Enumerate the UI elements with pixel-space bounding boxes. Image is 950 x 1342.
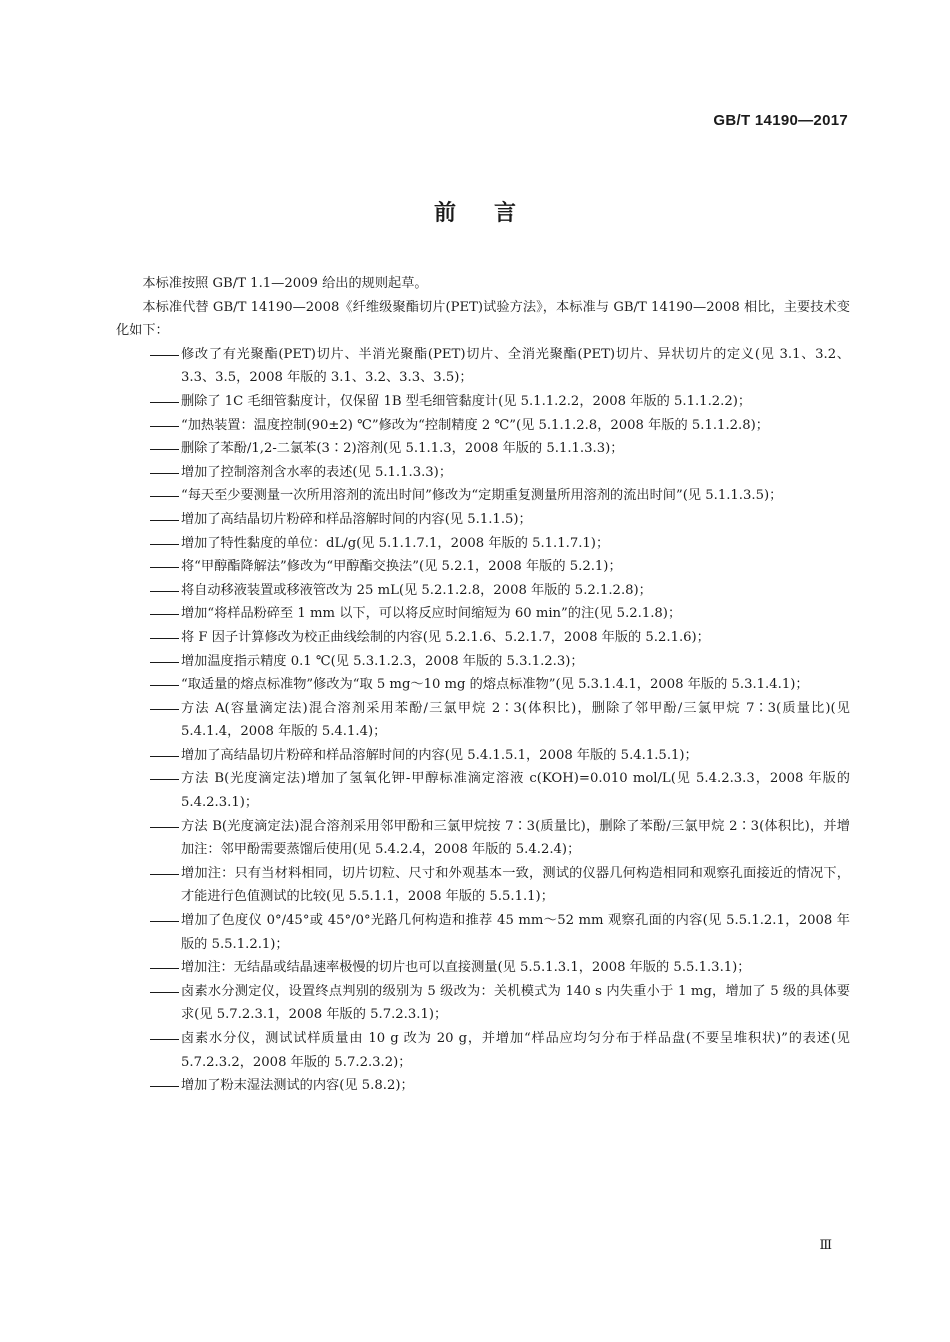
change-text: 将自动移液装置或移液管改为 25 mL(见 5.2.1.2.8，2008 年版的 5.2.1.2.8)； [181,582,652,598]
change-text: 卤素水分仪，测试试样质量由 10 g 改为 20 g，并增加“样品应均匀分布于样品盘(不要呈堆积状)”的表述(见 5.7.2.3.2，2008 年版的 5.7.2.3.2)； [181,1031,850,1070]
change-text: 增加注：无结晶或结晶速率极慢的切片也可以直接测量(见 5.5.1.3.1，2008 年版的 5.5.1.3.1)； [181,960,751,976]
replacement-paragraph: 本标准代替 GB/T 14190—2008《纤维级聚酯切片(PET)试验方法》，本标准与 GB/T 14190—2008 相比，主要技术变化如下： [116,299,850,339]
dash-marker [148,815,181,839]
dash-marker [148,602,181,626]
change-text: 将 F 因子计算修改为校正曲线绘制的内容(见 5.2.1.6、5.2.1.7，2008 年版的 5.2.1.6)； [181,629,710,645]
change-item [116,1074,850,1098]
change-item [116,484,850,508]
change-item [116,1027,850,1074]
change-item [116,414,850,438]
change-text: 修改了有光聚酯(PET)切片、半消光聚酯(PET)切片、全消光聚酯(PET)切片、异状切片的定义(见 3.1、3.2、3.3、3.5，2008 年版的 3.1、3.2、3.3、3.5)； [181,346,850,386]
change-item [116,343,850,390]
change-text: 增加温度指示精度 0.1 ℃(见 5.3.1.2.3，2008 年版的 5.3.1.2.3)； [181,653,584,669]
change-text: 方法 B(光度滴定法)增加了氢氧化钾-甲醇标准滴定溶液 c(KOH)=0.010 mol/L(见 5.4.2.3.3，2008 年版的 5.4.2.3.1)； [181,771,850,811]
change-text: “取适量的熔点标准物”修改为“取 5 mg～10 mg 的熔点标准物”(见 5.3.1.4.1，2008 年版的 5.3.1.4.1)； [181,677,809,693]
change-text: “每天至少要测量一次所用溶剂的流出时间”修改为“定期重复测量所用溶剂的流出时间”(见 5.1.1.3.5)； [181,488,783,504]
dash-marker [148,956,181,980]
dash-marker [148,697,181,721]
change-text: 增加注：只有当材料相同，切片切粒、尺寸和外观基本一致，测试的仪器几何构造相同和观察孔面接近的情况下，才能进行色值测试的比较(见 5.5.1.1，2008 年版的 5.5.1.1)； [181,865,850,905]
dash-marker [148,532,181,556]
change-text: 方法 A(容量滴定法)混合溶剂采用苯酚/三氯甲烷 2∶3(体积比)，删除了邻甲酚/三氯甲烷 7∶3(质量比)(见 5.4.1.4，2008 年版的 5.4.1.4)； [181,700,850,740]
change-item [116,862,850,909]
change-item [116,815,850,862]
dash-marker [148,744,181,768]
change-item [116,650,850,674]
change-text: 将“甲醇酯降解法”修改为“甲醇酯交换法”(见 5.2.1，2008 年版的 5.2.1)； [181,559,622,575]
change-text: 删除了苯酚/1,2-二氯苯(3∶2)溶剂(见 5.1.1.3，2008 年版的 5.1.1.3.3)； [181,441,624,457]
page-number: Ⅲ [819,1238,832,1253]
change-item [116,697,850,744]
dash-marker [148,980,181,1004]
change-item [116,508,850,532]
change-item [116,461,850,485]
dash-marker [148,579,181,603]
dash-marker [148,650,181,674]
change-item [116,767,850,814]
change-text: 增加了粉末湿法测试的内容(见 5.8.2)； [181,1078,414,1094]
change-item [116,673,850,697]
dash-marker [148,437,181,461]
change-text: “加热装置：温度控制(90±2) ℃”修改为“控制精度 2 ℃”(见 5.1.1.2.8，2008 年版的 5.1.1.2.8)； [181,417,769,433]
change-item [116,909,850,956]
dash-marker [148,673,181,697]
change-text: 增加了色度仪 0°/45°或 45°/0°光路几何构造和推荐 45 mm～52 mm 观察孔面的内容(见 5.5.1.2.1，2008 年版的 5.5.1.2.1)； [181,913,850,952]
dash-marker [148,1074,181,1098]
dash-marker [148,508,181,532]
dash-marker [148,390,181,414]
change-item [116,437,850,461]
change-item [116,390,850,414]
document-id: GB/T 14190—2017 [713,112,848,129]
dash-marker [148,767,181,791]
change-item [116,579,850,603]
page-title: 前言 [433,201,554,226]
change-text: 卤素水分测定仪，设置终点判别的级别为 5 级改为：关机模式为 140 s 内失重小于 1 mg，增加了 5 级的具体要求(见 5.7.2.3.1，2008 年版的 5.7.2.3.1)； [181,983,850,1023]
change-text: 增加了高结晶切片粉碎和样品溶解时间的内容(见 5.4.1.5.1，2008 年版的 5.4.1.5.1)； [181,747,698,763]
change-text: 增加了高结晶切片粉碎和样品溶解时间的内容(见 5.1.1.5)； [181,511,532,527]
change-item [116,555,850,579]
dash-marker [148,343,181,367]
change-item [116,956,850,980]
change-text: 方法 B(光度滴定法)混合溶剂采用邻甲酚和三氯甲烷按 7∶3(质量比)，删除了苯酚/三氯甲烷 2∶3(体积比)，并增加注：邻甲酚需要蒸馏后使用(见 5.4.2.4，2008 年版的 5.4.2.4)； [181,818,850,858]
dash-marker [148,555,181,579]
change-list [116,343,850,1098]
dash-marker [148,862,181,886]
dash-marker [148,626,181,650]
dash-marker [148,484,181,508]
change-item [116,602,850,626]
change-item [116,532,850,556]
dash-marker [148,461,181,485]
change-item [116,980,850,1027]
preface-content [116,272,850,1098]
change-text: 增加了特性黏度的单位：dL/g(见 5.1.1.7.1，2008 年版的 5.1.1.7.1)； [181,535,610,551]
change-text: 增加“将样品粉碎至 1 mm 以下，可以将反应时间缩短为 60 min”的注(见 5.2.1.8)； [181,606,682,622]
change-text: 删除了 1C 毛细管黏度计，仅保留 1B 型毛细管黏度计(见 5.1.1.2.2，2008 年版的 5.1.1.2.2)； [181,393,752,409]
dash-marker [148,909,181,933]
dash-marker [148,414,181,438]
change-item [116,626,850,650]
intro-paragraph: 本标准按照 GB/T 1.1—2009 给出的规则起草。 [142,276,428,291]
dash-marker [148,1027,181,1051]
change-item [116,744,850,768]
change-text: 增加了控制溶剂含水率的表述(见 5.1.1.3.3)； [181,464,453,480]
